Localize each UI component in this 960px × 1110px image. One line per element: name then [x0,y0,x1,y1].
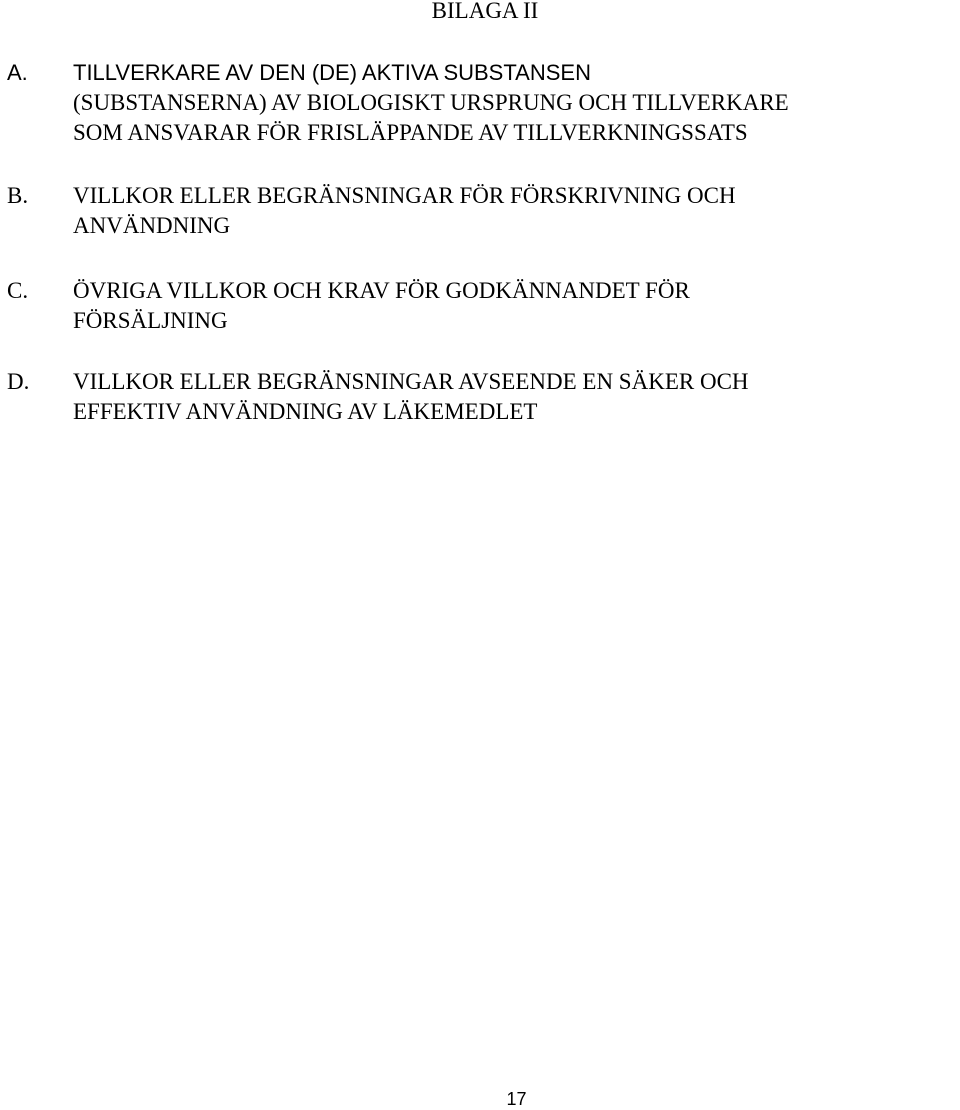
section-b-heading: VILLKOR ELLER BEGRÄNSNINGAR FÖR FÖRSKRIVNING OCH ANVÄNDNING [73,183,736,238]
page-number: 17 [506,1089,527,1109]
section-a-letter: A. [7,60,28,85]
section-a-heading-rest: (SUBSTANSERNA) AV BIOLOGISKT URSPRUNG OCH TILLVERKARE SOM ANSVARAR FÖR FRISLÄPPANDE AV TILLVERKNINGSSATS [73,90,789,145]
page-title: BILAGA II [431,0,539,23]
section-a-heading-line1: TILLVERKARE AV DEN (DE) AKTIVA SUBSTANSEN [73,60,591,85]
section-b-letter: B. [7,183,29,208]
section-d-letter: D. [7,369,30,394]
section-c-letter: C. [7,278,29,303]
section-d-heading: VILLKOR ELLER BEGRÄNSNINGAR AVSEENDE EN SÄKER OCH EFFEKTIV ANVÄNDNING AV LÄKEMEDLET [73,369,749,424]
section-a-heading [73,58,953,148]
section-c-heading: ÖVRIGA VILLKOR OCH KRAV FÖR GODKÄNNANDET FÖR FÖRSÄLJNING [73,278,690,333]
